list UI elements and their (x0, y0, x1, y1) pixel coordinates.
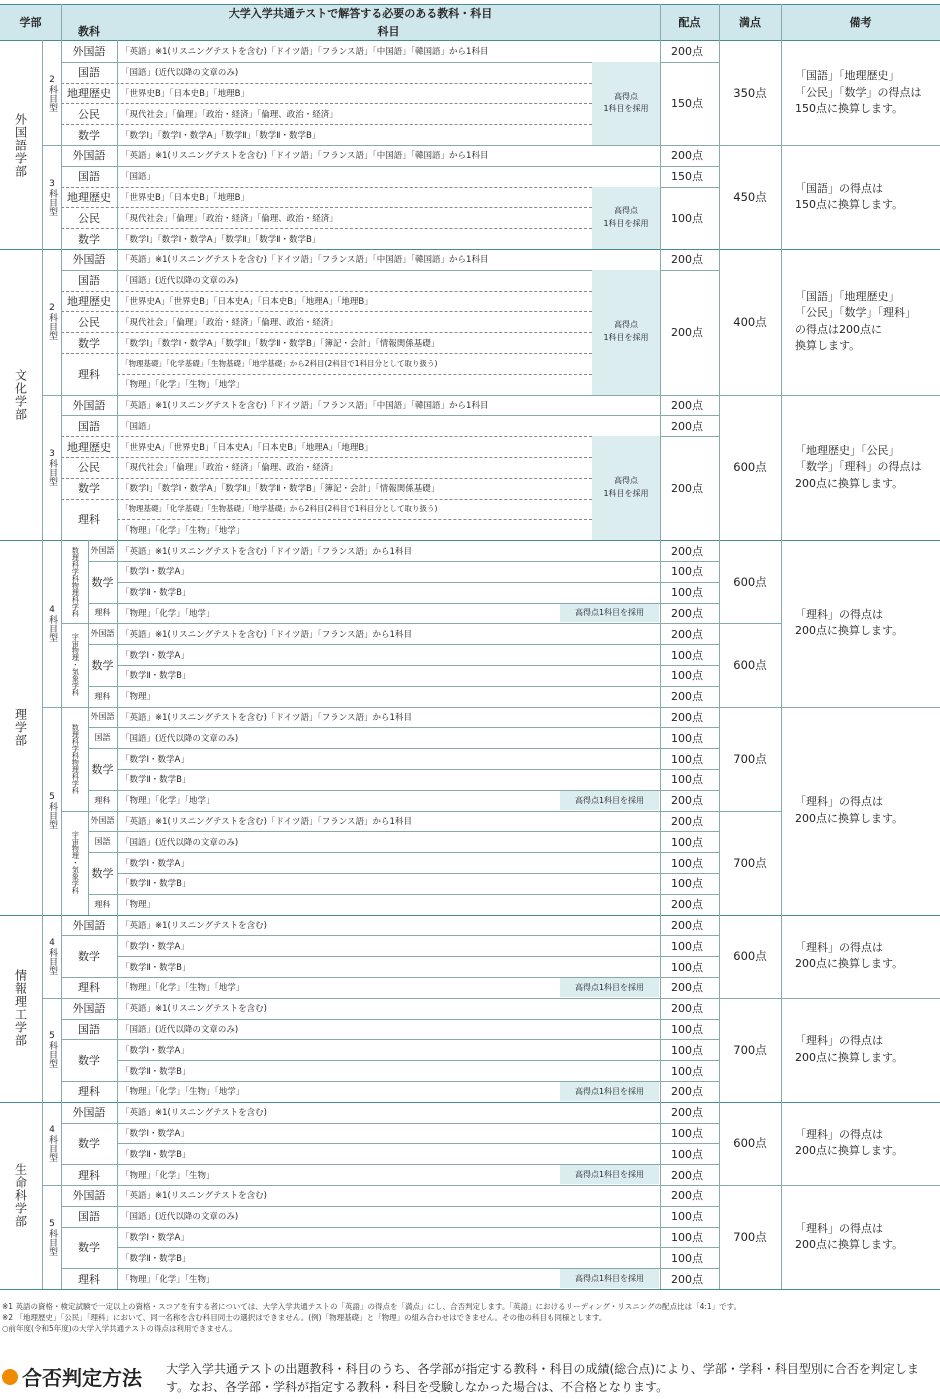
points: 200点 (671, 419, 703, 433)
footnotes (2, 1302, 938, 1335)
type-label: 2科目型 (47, 74, 57, 112)
points: 200点 (671, 1002, 703, 1016)
column-divider (88, 707, 89, 811)
faculty-label: 理学部 (13, 707, 28, 747)
subject-detail: 「英語」※1(リスニングテストを含む)「ドイツ語」「フランス語」から1科目 (121, 546, 412, 557)
subject-label: 数学 (78, 1137, 100, 1151)
highlight-box (592, 436, 660, 540)
row-divider (61, 124, 592, 125)
row-divider (61, 187, 592, 188)
subject-label: 国語 (78, 419, 100, 433)
type-label: 2科目型 (47, 303, 57, 341)
column-divider (660, 4, 661, 40)
subject-label: 外国語 (72, 918, 106, 932)
points: 200点 (671, 149, 703, 163)
highlight-text: 1科目を採用 (603, 104, 649, 114)
subject-label: 外国語 (90, 629, 115, 639)
subject-detail: 「数学Ⅰ」「数学Ⅰ・数学A」「数学Ⅱ」「数学Ⅱ・数学B」「簿記・会計」「情報関係基礎」 (121, 484, 440, 495)
row-divider (117, 582, 719, 583)
points: 100点 (671, 669, 703, 683)
subject-detail: 「数学Ⅰ・数学A」 (121, 567, 189, 578)
row-divider (117, 769, 719, 770)
note: 「理科」の得点は 200点に換算します。 (795, 1127, 904, 1158)
subject-detail: 「英語」※1(リスニングテストを含む)「ドイツ語」「フランス語」から1科目 (121, 816, 412, 827)
subject-detail: 「数学Ⅱ・数学B」 (121, 1066, 191, 1077)
highlight-tag: 高得点1科目を採用 (560, 604, 659, 623)
subject-detail: 「英語」※1(リスニングテストを含む)「ドイツ語」「フランス語」「中国語」「韓国語」から1科目 (121, 400, 489, 411)
subject-detail: 「英語」※1(リスニングテストを含む)「ドイツ語」「フランス語」から1科目 (121, 712, 412, 723)
subject-detail: 「英語」※1(リスニングテストを含む) (121, 1004, 267, 1015)
subject-label: 公民 (78, 461, 100, 475)
method-heading (2, 1362, 142, 1391)
row-divider (61, 415, 719, 416)
points: 200点 (671, 1085, 703, 1099)
row-divider (61, 1081, 719, 1082)
subject-detail: 「英語」※1(リスニングテストを含む)「ドイツ語」「フランス語」「中国語」「韓国語」から1科目 (121, 47, 489, 58)
row-divider (61, 478, 592, 479)
subject-detail: 「国語」(近代以降の文章のみ) (121, 1024, 239, 1035)
highlight-box (592, 187, 660, 249)
note: 「国語」「地理歴史」 「公民」「数学」「理科」 の得点は200点に 換算します。 (795, 289, 916, 353)
row-divider (117, 1247, 719, 1248)
subject-label: 国語 (78, 274, 100, 288)
subject-detail: 「物理基礎」「化学基礎」「生物基礎」「地学基礎」から2科目(2科目で1科目分として取り扱う) (121, 358, 438, 368)
row-divider (61, 207, 592, 208)
column-divider (42, 40, 43, 1289)
subject-detail: 「世界史A」「世界史B」「日本史A」「日本史B」「地理A」「地理B」 (121, 296, 373, 307)
header-bikou: 備考 (781, 4, 940, 40)
max-points: 450点 (733, 190, 767, 204)
highlight-text: 高得点 (614, 205, 638, 215)
subject-label: 外国語 (72, 398, 106, 412)
subject-label: 公民 (78, 315, 100, 329)
points: 200点 (671, 814, 703, 828)
highlight-tag: 高得点1科目を採用 (560, 1165, 659, 1184)
subject-label: 国語 (94, 733, 111, 743)
subject-detail: 「物理」「化学」「生物」「地学」 (121, 525, 245, 536)
points: 200点 (671, 627, 703, 641)
highlight-box (592, 62, 660, 145)
row-divider (88, 686, 719, 687)
header-kyouka: 教科 (61, 22, 117, 40)
column-divider (719, 4, 720, 40)
note: 「理科」の得点は 200点に換算します。 (795, 1221, 904, 1251)
row-divider (61, 166, 719, 167)
points: 100点 (671, 648, 703, 662)
column-divider (117, 40, 118, 1289)
points: 100点 (671, 211, 703, 225)
subject-label: 地理歴史 (67, 190, 111, 204)
max-points: 600点 (733, 574, 767, 589)
points: 200点 (671, 981, 703, 995)
subject-label: 国語 (78, 66, 100, 80)
points: 100点 (671, 586, 703, 600)
subject-label: 理科 (78, 367, 100, 381)
max-points: 700点 (733, 1230, 767, 1244)
subject-detail: 「国語」(近代以降の文章のみ) (121, 837, 239, 848)
column-divider (781, 4, 782, 40)
subject-label: 数学 (78, 1054, 100, 1068)
subject-label: 国語 (94, 837, 111, 847)
subject-detail: 「数学Ⅰ・数学A」 (121, 650, 189, 661)
header-main: 大学入学共通テストで解答する必要のある教科・科目 (61, 4, 660, 22)
points: 100点 (671, 1126, 703, 1140)
subject-detail: 「英語」※1(リスニングテストを含む)「ドイツ語」「フランス語」「中国語」「韓国語」から1科目 (121, 151, 489, 162)
row-divider (61, 103, 592, 104)
subject-detail: 「英語」※1(リスニングテストを含む)「ドイツ語」「フランス語」「中国語」「韓国語」から1科目 (121, 255, 489, 266)
subject-label: 理科 (78, 1168, 100, 1182)
subject-detail: 「国語」(近代以降の文章のみ) (121, 276, 239, 287)
highlight-text: 高得点 (614, 91, 638, 101)
row-divider (88, 748, 719, 749)
row-divider (660, 436, 719, 437)
subject-detail: 「物理」「化学」「生物」 (121, 1170, 215, 1181)
points: 200点 (671, 326, 703, 340)
points: 100点 (671, 1210, 703, 1224)
highlight-tag: 高得点1科目を採用 (560, 791, 659, 810)
points: 200点 (671, 544, 703, 558)
row-divider (88, 727, 719, 728)
highlight-box (592, 270, 660, 395)
row-divider (61, 1227, 719, 1228)
subject-detail: 「数学Ⅱ・数学B」 (121, 671, 191, 682)
subject-label: 数学 (78, 1241, 100, 1255)
type-label: 3科目型 (47, 178, 57, 216)
column-divider (660, 40, 661, 1289)
row-divider (117, 374, 592, 375)
points: 200点 (671, 1189, 703, 1203)
subject-detail: 「国語」 (121, 172, 156, 183)
column-divider (61, 4, 62, 1289)
highlight-text: 高得点 (614, 476, 638, 486)
subject-label: 理科 (78, 1272, 100, 1286)
points: 150点 (671, 170, 703, 184)
subject-label: 国語 (78, 1210, 100, 1224)
subject-detail: 「物理」 (121, 900, 156, 911)
points: 200点 (671, 898, 703, 912)
points: 200点 (671, 1168, 703, 1182)
points: 100点 (671, 1043, 703, 1057)
subject-detail: 「現代社会」「倫理」「政治・経済」「倫理、政治・経済」 (121, 317, 338, 328)
points: 200点 (671, 794, 703, 808)
header-kamoku: 科目 (117, 22, 660, 40)
row-divider (88, 831, 719, 832)
subject-detail: 「物理」「化学」「生物」 (121, 1274, 215, 1285)
type-label: 5科目型 (47, 792, 57, 830)
subject-detail: 「物理」「化学」「生物」「地学」 (121, 1087, 245, 1098)
max-points: 600点 (733, 657, 767, 672)
row-divider (61, 83, 592, 84)
points: 200点 (671, 482, 703, 496)
row-divider (61, 1206, 719, 1207)
faculty-label: 生命科学部 (13, 1162, 28, 1228)
subject-label: 国語 (78, 1022, 100, 1036)
points: 100点 (671, 877, 703, 891)
note: 「理科」の得点は 200点に換算します。 (795, 1034, 904, 1064)
subject-detail: 「物理基礎」「化学基礎」「生物基礎」「地学基礎」から2科目(2科目で1科目分として取り扱う) (121, 504, 438, 514)
subject-label: 外国語 (72, 45, 106, 59)
subject-label: 理科 (94, 691, 111, 701)
highlight-text: 1科目を採用 (603, 489, 649, 499)
max-points: 700点 (733, 1042, 767, 1057)
row-divider (61, 1164, 719, 1165)
subject-label: 地理歴史 (67, 440, 111, 454)
points: 100点 (671, 960, 703, 974)
subject-detail: 「英語」※1(リスニングテストを含む) (121, 1191, 267, 1202)
subject-detail: 「物理」「化学」「生物」「地学」 (121, 380, 245, 391)
subject-detail: 「数学Ⅰ・数学A」 (121, 1232, 189, 1243)
subject-detail: 「国語」 (121, 421, 156, 432)
subject-label: 公民 (78, 107, 100, 121)
max-points: 700点 (733, 751, 767, 766)
points: 200点 (671, 45, 703, 59)
faculty-label: 情報理工学部 (13, 969, 28, 1048)
points: 100点 (671, 856, 703, 870)
row-divider (117, 1143, 719, 1144)
subject-label: 外国語 (72, 1106, 106, 1120)
row-divider (88, 603, 719, 604)
highlight-text: 1科目を採用 (603, 218, 649, 228)
points: 100点 (671, 939, 703, 953)
row-divider (61, 228, 592, 229)
column-divider (88, 623, 89, 706)
row-divider (117, 873, 719, 874)
column-divider (88, 811, 89, 915)
subject-detail: 「数学Ⅰ・数学A」 (121, 1045, 189, 1056)
subject-detail: 「現代社会」「倫理」「政治・経済」「倫理、政治・経済」 (121, 109, 338, 120)
points: 200点 (671, 253, 703, 267)
subject-detail: 「英語」※1(リスニングテストを含む) (121, 920, 267, 931)
points: 200点 (671, 918, 703, 932)
header-haiten: 配点 (660, 4, 719, 40)
subject-label: 外国語 (72, 1002, 106, 1016)
row-divider (61, 311, 592, 312)
subject-label: 数学 (91, 575, 114, 589)
note: 「地理歴史」「公民」 「数学」「理科」の得点は 200点に換算します。 (795, 443, 922, 490)
subject-detail: 「数学Ⅰ・数学A」 (121, 1128, 189, 1139)
subject-label: 理科 (78, 513, 100, 527)
points: 100点 (671, 731, 703, 745)
points: 200点 (671, 1272, 703, 1286)
max-points: 600点 (733, 949, 767, 964)
max-points: 600点 (733, 460, 767, 475)
subject-detail: 「数学Ⅰ」「数学Ⅰ・数学A」「数学Ⅱ」「数学Ⅱ・数学B」 (121, 234, 321, 245)
footnote-2: ※2 「地理歴史」「公民」「理科」において、同一名称を含む科目同士の選択はできません。(例)「物理基礎」と「物理」の組み合わせはできません。その他の科目も同様とします。 (2, 1312, 607, 1322)
subject-detail: 「数学Ⅱ・数学B」 (121, 1253, 191, 1264)
note: 「理科」の得点は 200点に換算します。 (795, 607, 904, 638)
subject-detail: 「物理」「化学」「生物」「地学」 (121, 983, 245, 994)
subject-label: 数学 (91, 762, 114, 776)
subject-detail: 「世界史B」「日本史B」「地理B」 (121, 192, 249, 203)
points: 100点 (671, 565, 703, 579)
highlight-tag: 高得点1科目を採用 (560, 978, 659, 997)
points: 100点 (671, 835, 703, 849)
row-divider (61, 935, 719, 936)
subject-detail: 「国語」(近代以降の文章のみ) (121, 68, 239, 79)
faculty-label: 外国語学部 (13, 112, 28, 178)
subject-detail: 「物理」「化学」「地学」 (121, 608, 215, 619)
type-label: 4科目型 (47, 937, 57, 975)
note: 「国語」の得点は 150点に換算します。 (795, 181, 904, 211)
subject-detail: 「現代社会」「倫理」「政治・経済」「倫理、政治・経済」 (121, 463, 338, 474)
footnote-1: ※1 英語の資格・検定試験で一定以上の資格・スコアを有する者については、大学入学共通テストの「英語」の得点を「満点」にし、合否判定します。「英語」におけるリーディング・リスニングの配点比は「4:1」です。 (2, 1302, 742, 1311)
subject-detail: 「現代社会」「倫理」「政治・経済」「倫理、政治・経済」 (121, 213, 338, 224)
row-divider (117, 665, 719, 666)
row-divider (61, 457, 592, 458)
max-points: 600点 (733, 1136, 767, 1151)
row-divider (61, 291, 592, 292)
subject-label: 数学 (78, 482, 100, 496)
department-label: 宇宙物理・気象学科 (71, 831, 80, 895)
points: 100点 (671, 1022, 703, 1036)
max-points: 700点 (733, 855, 767, 870)
subject-detail: 「英語」※1(リスニングテストを含む) (121, 1108, 267, 1119)
department-label: 数理科学科物理科学科 (71, 546, 80, 617)
max-points: 400点 (733, 314, 767, 329)
row-divider (117, 956, 719, 957)
method-description: 大学入学共通テストの出題教科・科目のうち、各学部が指定する教科・科目の成績(総合点)により、学部・学科・科目型別に合否を判定します。なお、各学部・学科が指定する教科・科目を受験しなかった場合は、不合格となります。 (166, 1362, 919, 1394)
points: 100点 (671, 1064, 703, 1078)
points: 100点 (671, 773, 703, 787)
subject-detail: 「数学Ⅰ・数学A」 (121, 858, 189, 869)
points: 100点 (671, 1251, 703, 1265)
note: 「国語」「地理歴史」 「公民」「数学」の得点は 150点に換算します。 (795, 69, 922, 116)
column-divider (88, 540, 89, 623)
subject-detail: 「数学Ⅱ・数学B」 (121, 1149, 191, 1160)
points: 200点 (671, 398, 703, 412)
subject-detail: 「数学Ⅰ・数学A」 (121, 941, 189, 952)
row-divider (88, 644, 719, 645)
header-manten: 満点 (719, 4, 781, 40)
type-label: 3科目型 (47, 448, 57, 486)
subject-detail: 「世界史B」「日本史B」「地理B」 (121, 88, 249, 99)
row-divider (61, 1268, 719, 1269)
subject-detail: 「数学Ⅰ・数学A」 (121, 754, 189, 765)
points: 150点 (671, 97, 703, 111)
row-divider (117, 519, 592, 520)
subject-label: 外国語 (72, 149, 106, 163)
subject-label: 外国語 (90, 712, 115, 722)
subject-label: 数学 (91, 658, 114, 672)
column-divider (781, 40, 782, 1289)
subject-detail: 「国語」(近代以降の文章のみ) (121, 1212, 239, 1223)
points: 100点 (671, 1147, 703, 1161)
subject-label: 数学 (78, 336, 100, 350)
type-label: 5科目型 (47, 1031, 57, 1069)
points: 200点 (671, 690, 703, 704)
points: 100点 (671, 752, 703, 766)
highlight-text: 高得点 (614, 320, 638, 330)
highlight-text: 1科目を採用 (603, 333, 649, 343)
row-divider (117, 1060, 719, 1061)
row-divider (61, 977, 719, 978)
points: 100点 (671, 1230, 703, 1244)
subject-label: 地理歴史 (67, 86, 111, 100)
row-divider (61, 332, 592, 333)
points: 200点 (671, 1106, 703, 1120)
bullet-dot-icon (2, 1369, 18, 1385)
row-divider (0, 1289, 940, 1290)
subject-label: 公民 (78, 211, 100, 225)
highlight-tag: 高得点1科目を採用 (560, 1082, 659, 1101)
row-divider (61, 1019, 719, 1020)
row-divider (61, 1123, 719, 1124)
subject-label: 外国語 (90, 816, 115, 826)
row-divider (88, 790, 719, 791)
row-divider (88, 852, 719, 853)
subject-label: 国語 (78, 170, 100, 184)
method-title: 合否判定方法 (22, 1366, 142, 1390)
subject-label: 数学 (78, 950, 100, 964)
type-label: 4科目型 (47, 1124, 57, 1162)
subject-label: 理科 (78, 981, 100, 995)
subject-label: 地理歴史 (67, 294, 111, 308)
subject-label: 外国語 (72, 1189, 106, 1203)
subject-label: 数学 (78, 128, 100, 142)
subject-detail: 「国語」(近代以降の文章のみ) (121, 733, 239, 744)
faculty-label: 文化学部 (13, 368, 28, 421)
row-divider (660, 270, 719, 271)
note: 「理科」の得点は 200点に換算します。 (795, 940, 904, 971)
subject-label: 外国語 (90, 546, 115, 556)
points: 200点 (671, 710, 703, 724)
row-divider (0, 4, 940, 5)
points: 200点 (671, 606, 703, 620)
subject-detail: 「数学Ⅱ・数学B」 (121, 588, 191, 599)
type-label: 5科目型 (47, 1218, 57, 1256)
subject-detail: 「英語」※1(リスニングテストを含む)「ドイツ語」「フランス語」から1科目 (121, 629, 412, 640)
department-label: 宇宙物理・気象学科 (71, 633, 80, 697)
row-divider (61, 1039, 719, 1040)
subject-label: 数学 (91, 866, 114, 880)
row-divider (61, 499, 592, 500)
subject-detail: 「数学Ⅱ・数学B」 (121, 879, 191, 890)
subject-label: 理科 (94, 795, 111, 805)
subject-detail: 「数学Ⅰ」「数学Ⅰ・数学A」「数学Ⅱ」「数学Ⅱ・数学B」 (121, 130, 321, 141)
subject-label: 数学 (78, 232, 100, 246)
subject-label: 理科 (94, 608, 111, 618)
header-faculty: 学部 (0, 4, 61, 40)
subject-detail: 「物理」「化学」「地学」 (121, 796, 215, 807)
row-divider (660, 187, 719, 188)
note: 「理科」の得点は 200点に換算します。 (795, 795, 904, 825)
highlight-tag: 高得点1科目を採用 (560, 1269, 659, 1288)
subject-label: 外国語 (72, 253, 106, 267)
row-divider (88, 561, 719, 562)
subject-detail: 「数学Ⅱ・数学B」 (121, 962, 191, 973)
department-label: 数理科学科物理科学科 (71, 723, 80, 794)
subject-detail: 「物理」 (121, 692, 156, 703)
subject-detail: 「数学Ⅰ」「数学Ⅰ・数学A」「数学Ⅱ」「数学Ⅱ・数学B」「簿記・会計」「情報関係基礎」 (121, 338, 440, 349)
row-divider (61, 436, 592, 437)
type-label: 4科目型 (47, 604, 57, 642)
subject-label: 理科 (94, 899, 111, 909)
subject-label: 理科 (78, 1085, 100, 1099)
row-divider (660, 62, 719, 63)
row-divider (61, 353, 592, 354)
column-divider (719, 40, 720, 1289)
subject-detail: 「世界史A」「世界史B」「日本史A」「日本史B」「地理A」「地理B」 (121, 442, 373, 453)
subject-detail: 「数学Ⅱ・数学B」 (121, 775, 191, 786)
row-divider (88, 894, 719, 895)
max-points: 350点 (733, 86, 767, 100)
footnote-3: ○前年度(令和5年度)の大学入学共通テストの得点は利用できません。 (2, 1323, 237, 1333)
